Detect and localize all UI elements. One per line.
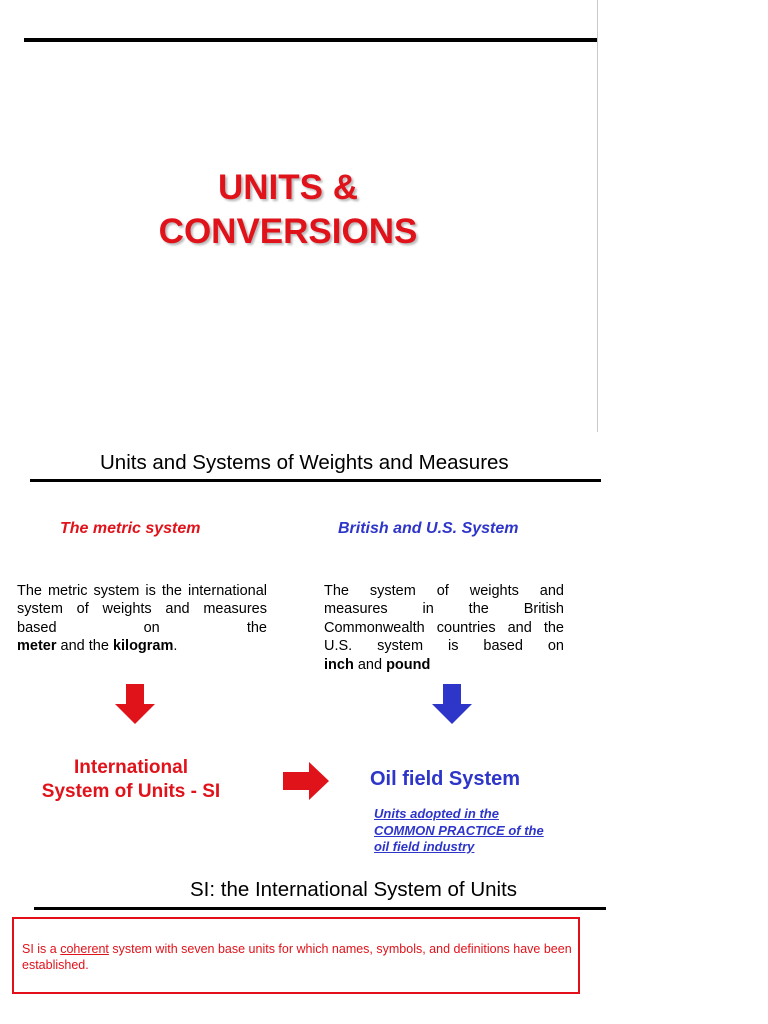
si-slide (0, 868, 768, 1024)
oil-field-system-title: Oil field System (370, 768, 521, 790)
main-title (100, 166, 476, 254)
british-system-description (324, 582, 564, 674)
systems-rule (30, 479, 601, 482)
si-title-line1: International (73, 757, 188, 778)
page-edge-line (597, 0, 598, 432)
coherent-term: coherent (60, 942, 109, 956)
oil-field-note (374, 806, 584, 856)
si-title (20, 756, 242, 804)
main-title-line2: CONVERSIONS (158, 212, 418, 251)
metric-system-description (17, 582, 267, 656)
pound-term: pound (386, 656, 431, 673)
title-slide (0, 0, 598, 432)
si-title-line2: System of Units - SI (41, 781, 221, 802)
meter-term: meter (17, 638, 57, 655)
oil-note-line1: Units adopted in the (374, 806, 499, 821)
red-right-arrow-icon (283, 762, 329, 800)
si-def-before: SI is a (22, 942, 57, 956)
top-rule (24, 38, 597, 42)
metric-and: and the (60, 638, 109, 655)
si-heading: SI: the International System of Units (190, 878, 518, 901)
metric-period: . (173, 638, 178, 655)
inch-term: inch (324, 656, 354, 673)
kilogram-term: kilogram (112, 638, 174, 655)
si-def-after: system with seven base units for which names, symbols, and definitions have been established. (22, 942, 572, 972)
oil-note-line3: oil field industry (374, 839, 475, 854)
si-rule (34, 907, 606, 910)
blue-down-arrow-icon (430, 684, 474, 724)
british-and: and (357, 656, 383, 673)
systems-slide (0, 433, 602, 867)
metric-text: The metric system is the international system of weights and measures based on the (17, 583, 267, 636)
metric-system-heading: The metric system (60, 520, 201, 537)
oil-note-line2: COMMON PRACTICE of the (374, 822, 544, 838)
main-title-line1: UNITS & (218, 168, 358, 207)
british-text: The system of weights and measures in the British Commonwealth countries and the U.S. system is based on (324, 583, 564, 655)
systems-heading: Units and Systems of Weights and Measures (100, 451, 509, 474)
british-system-heading: British and U.S. System (338, 520, 519, 537)
red-down-arrow-icon (113, 684, 157, 724)
si-definition-box (12, 917, 580, 994)
si-definition-text (22, 941, 574, 973)
